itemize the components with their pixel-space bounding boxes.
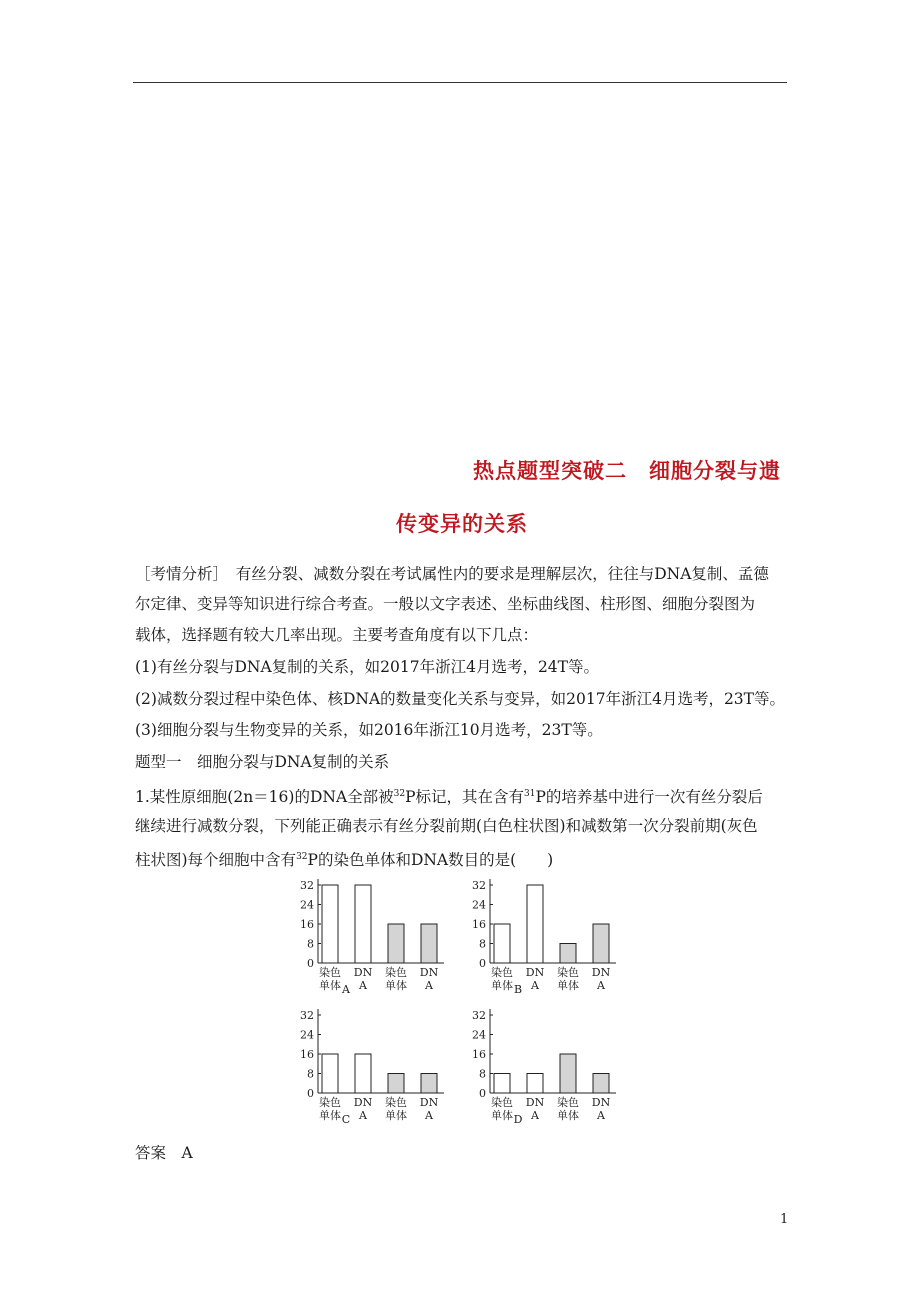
- chart-c-ytick-label: 16: [300, 1048, 314, 1061]
- chart-d-bar: [593, 1074, 609, 1094]
- chart-a-bar: [355, 885, 371, 963]
- chart-b-xtick-label: DN: [591, 966, 611, 979]
- chart-d-xtick-label: A: [597, 1109, 605, 1122]
- chart-b-ytick-label: 16: [472, 918, 486, 931]
- chart-c-bar: [421, 1074, 437, 1094]
- chart-a-xtick-label: A: [359, 979, 367, 992]
- chart-a-bar: [421, 924, 437, 963]
- chart-a-xtick-label: DN: [419, 966, 439, 979]
- chart-c-ytick-label: 8: [307, 1067, 314, 1081]
- chart-c-xtick-label: 染色: [385, 1096, 407, 1109]
- point-3: (3)细胞分裂与生物变异的关系，如2016年浙江10月选考，23T等。: [135, 721, 603, 739]
- chart-d-xtick-label: 单体: [491, 1109, 513, 1122]
- chart-c-bar: [388, 1074, 404, 1094]
- chart-b-bar: [494, 924, 510, 963]
- chart-c-xtick-label: A: [425, 1109, 433, 1122]
- chart-d-ytick-label: 0: [479, 1087, 486, 1100]
- chart-a-xtick-label: 染色: [319, 966, 341, 979]
- chart-c-xtick-label: DN: [353, 1096, 373, 1109]
- chart-a-bar: [388, 924, 404, 963]
- chart-b-bar: [593, 924, 609, 963]
- chart-a-ytick-label: 16: [300, 918, 314, 931]
- chart-b-bar: [560, 944, 576, 964]
- page-number: 1: [780, 1212, 789, 1227]
- chart-d-xtick-label: A: [531, 1109, 539, 1122]
- chart-d-xtick-label: 染色: [557, 1096, 579, 1109]
- chart-d-ytick-label: 32: [472, 1009, 486, 1022]
- chart-c-xtick-label: 单体: [385, 1109, 407, 1122]
- section-title-line1: 热点题型突破二 细胞分裂与遗: [473, 459, 781, 483]
- question-line-3: 柱状图)每个细胞中含有$^{32}$P的染色单体和DNA数目的是( ): [135, 851, 554, 869]
- chart-d-bar: [527, 1074, 543, 1094]
- chart-d-xtick-label: 染色: [491, 1096, 513, 1109]
- chart-a-label: A: [342, 983, 350, 996]
- chart-c-bar: [355, 1054, 371, 1093]
- chart-d-xtick-label: DN: [591, 1096, 611, 1109]
- chart-a-xtick-label: 单体: [385, 979, 407, 992]
- section-heading: 题型一 细胞分裂与DNA复制的关系: [135, 753, 390, 771]
- chart-d-label: D: [513, 1113, 523, 1126]
- chart-c-bar: [322, 1054, 338, 1093]
- chart-c-xtick-label: 染色: [319, 1096, 341, 1109]
- chart-a-ytick-label: 24: [300, 898, 314, 912]
- chart-b-label: B: [513, 983, 523, 996]
- chart-b-ytick-label: 0: [479, 957, 486, 970]
- chart-a-xtick-label: A: [425, 979, 433, 992]
- question-line-2: 继续进行减数分裂，下列能正确表示有丝分裂前期(白色柱状图)和减数第一次分裂前期(灰色: [135, 817, 758, 835]
- chart-d-bar: [494, 1074, 510, 1094]
- chart-b-xtick-label: 染色: [491, 966, 513, 979]
- chart-b-xtick-label: 染色: [557, 966, 579, 979]
- section-title-line2: 传变异的关系: [396, 512, 528, 536]
- chart-c-ytick-label: 24: [300, 1028, 314, 1042]
- chart-b-xtick-label: 单体: [491, 979, 513, 992]
- chart-c-xtick-label: 单体: [319, 1109, 341, 1122]
- chart-a-ytick-label: 8: [307, 937, 314, 951]
- chart-a-ytick-label: 0: [307, 957, 314, 970]
- intro-line-1: ［考情分析］ 有丝分裂、减数分裂在考试属性内的要求是理解层次，往往与DNA复制、孟德: [135, 565, 769, 583]
- chart-d-ytick-label: 16: [472, 1048, 486, 1061]
- answer: 答案 A: [135, 1144, 193, 1162]
- question-line-1: 1.某性原细胞(2n＝16)的DNA全部被$^{32}$P标记，其在含有$^{31}$P的培养基中进行一次有丝分裂后: [135, 788, 763, 806]
- chart-c-xtick-label: DN: [419, 1096, 439, 1109]
- intro-line-3: 载体，选择题有较大几率出现。主要考查角度有以下几点：: [135, 626, 539, 644]
- point-1: (1)有丝分裂与DNA复制的关系，如2017年浙江4月选考，24T等。: [135, 658, 600, 676]
- chart-d-xtick-label: 单体: [557, 1109, 579, 1122]
- chart-c-ytick-label: 32: [300, 1009, 314, 1022]
- chart-b-xtick-label: 单体: [557, 979, 579, 992]
- chart-b-ytick-label: 32: [472, 879, 486, 892]
- point-2: (2)减数分裂过程中染色体、核DNA的数量变化关系与变异，如2017年浙江4月选考，23T等。: [135, 690, 786, 708]
- chart-b-bar: [527, 885, 543, 963]
- chart-b-xtick-label: A: [597, 979, 605, 992]
- chart-b-xtick-label: A: [531, 979, 539, 992]
- chart-d-bar: [560, 1054, 576, 1093]
- chart-b-ytick-label: 24: [472, 898, 486, 912]
- chart-a-xtick-label: DN: [353, 966, 373, 979]
- chart-d-ytick-label: 24: [472, 1028, 486, 1042]
- chart-d-ytick-label: 8: [479, 1067, 486, 1081]
- chart-a-bar: [322, 885, 338, 963]
- chart-a-ytick-label: 32: [300, 879, 314, 892]
- chart-b-xtick-label: DN: [525, 966, 545, 979]
- chart-c-xtick-label: A: [359, 1109, 367, 1122]
- chart-c-ytick-label: 0: [307, 1087, 314, 1100]
- chart-a-xtick-label: 染色: [385, 966, 407, 979]
- chart-d-xtick-label: DN: [525, 1096, 545, 1109]
- chart-a-xtick-label: 单体: [319, 979, 341, 992]
- intro-line-2: 尔定律、变异等知识进行综合考查。一般以文字表述、坐标曲线图、柱形图、细胞分裂图为: [135, 595, 756, 613]
- chart-b-ytick-label: 8: [479, 937, 486, 951]
- chart-c-label: C: [341, 1113, 351, 1126]
